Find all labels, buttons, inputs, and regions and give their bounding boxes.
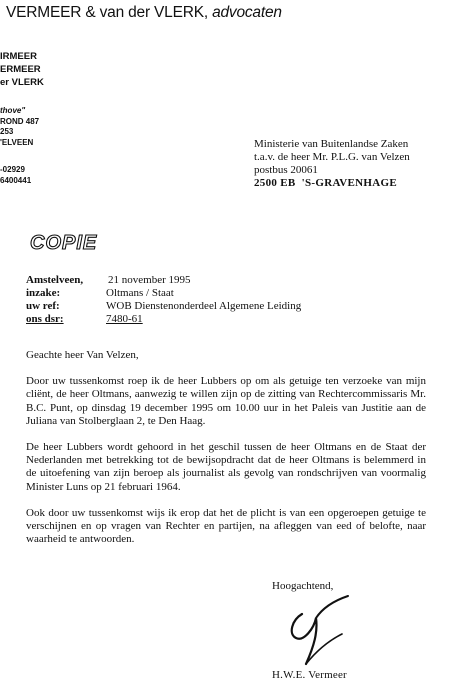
meta-our-ref: 7480-61 xyxy=(106,313,143,325)
meta-subject-row xyxy=(26,287,301,300)
sender-address xyxy=(0,106,39,148)
meta-place: Amstelveen, xyxy=(26,274,84,286)
meta-date: 21 november 1995 xyxy=(108,274,191,286)
firm-subtitle: advocaten xyxy=(212,4,282,21)
letter-meta xyxy=(26,274,301,326)
letterhead xyxy=(6,4,282,22)
recipient-line: Ministerie van Buitenlandse Zaken xyxy=(254,138,409,150)
handwritten-signature xyxy=(268,584,388,674)
sender-address-line: thove" xyxy=(0,106,26,115)
meta-subject: Oltmans / Staat xyxy=(106,287,174,299)
body-paragraph: Door uw tussenkomst roep ik de heer Lubbers op om als getuige ten verzoeke van mijn cliënt, de heer Oltmans, aanwezig te willen zijn op de zitting van Rechtercommissaris Mr. B.C. Punt, op dinsdag 19 december 1995 om 10.00 uur in het Paleis van Justitie aan de Juliana van Stolberglaan 2, te Den Haag. xyxy=(26,375,426,427)
copy-stamp: COPIE xyxy=(30,232,98,254)
meta-our-ref-row xyxy=(26,313,301,326)
lawyer-names xyxy=(0,50,44,89)
recipient-city: 'S-GRAVENHAGE xyxy=(301,177,398,189)
recipient-line: t.a.v. de heer Mr. P.L.G. van Velzen xyxy=(254,151,410,163)
lawyer-name: er VLERK xyxy=(0,77,44,88)
recipient-address xyxy=(254,138,410,190)
sender-phones xyxy=(0,164,31,186)
letter-body xyxy=(26,349,426,559)
salutation: Geachte heer Van Velzen, xyxy=(26,349,139,361)
firm-name: VERMEER & van der VLERK, xyxy=(6,4,208,21)
recipient-postcode: 2500 EB xyxy=(254,177,296,189)
lawyer-name: ERMEER xyxy=(0,64,41,75)
meta-your-ref: WOB Dienstenonderdeel Algemene Leiding xyxy=(106,300,302,312)
sender-address-line: 'ELVEEN xyxy=(0,137,34,147)
body-paragraph: Ook door uw tussenkomst wijs ik erop dat het de plicht is van een opgeroepen getuige te verschijnen en op vragen van Rechter en partijen, na afleggen van eed of belofte, naar waarheid te antwoorden. xyxy=(26,506,426,546)
recipient-city-line xyxy=(254,177,410,190)
lawyer-name: IRMEER xyxy=(0,51,37,62)
sender-address-line: 253 xyxy=(0,127,14,136)
closing: Hoogachtend, xyxy=(272,580,334,592)
sender-phone: 6400441 xyxy=(0,176,32,185)
sender-phone: -02929 xyxy=(0,165,25,174)
meta-our-ref-label: ons dsr: xyxy=(26,313,64,325)
meta-your-ref-label: uw ref: xyxy=(26,300,60,312)
signer-name: H.W.E. Vermeer xyxy=(272,669,347,681)
body-paragraph: De heer Lubbers wordt gehoord in het geschil tussen de heer Oltmans en de Staat der Nederlanden met betrekking tot de bewijsopdracht dat de heer Oltmans is belemmerd in de uitoefening van zijn beroep als journalist als gevolg van rondschrijven van voormalig Minister Luns op 21 februari 1964. xyxy=(26,441,426,493)
recipient-line: postbus 20061 xyxy=(254,164,318,176)
meta-your-ref-row xyxy=(26,300,301,313)
meta-subject-label: inzake: xyxy=(26,287,61,299)
meta-date-row xyxy=(26,274,301,287)
sender-address-line: ROND 487 xyxy=(0,116,40,126)
